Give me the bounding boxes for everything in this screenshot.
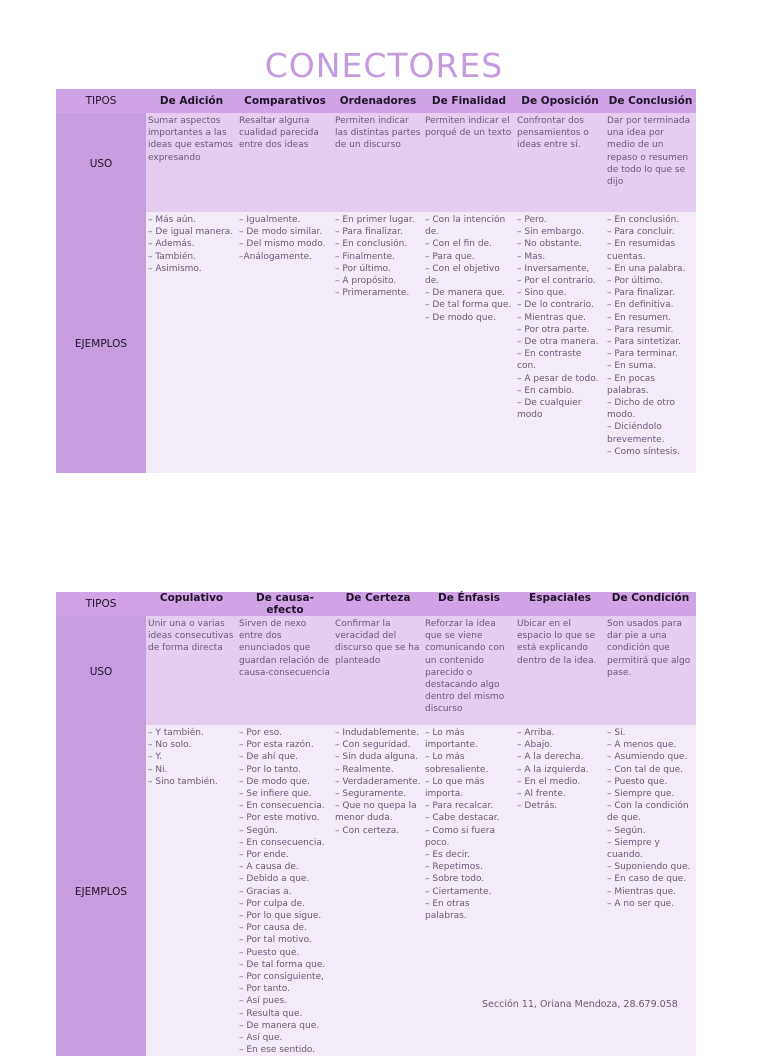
- ejemplos-cell: [515, 212, 605, 473]
- example-item: – Además.: [148, 239, 195, 250]
- example-item: – Gracias a.: [239, 886, 292, 897]
- ejemplos-cell: [333, 212, 423, 473]
- example-item: – En el medio.: [517, 776, 581, 787]
- example-item: – Para que.: [425, 251, 475, 262]
- uso-cell: Permiten indicar el porqué de un texto: [423, 113, 515, 212]
- uso-cell: Confirmar la veracidad del discurso que se ha planteado: [333, 616, 423, 725]
- example-item: – A propósito.: [335, 276, 397, 287]
- example-item: – En suma.: [607, 361, 657, 372]
- example-item: – En consecuencia.: [239, 837, 325, 848]
- example-item: – En resumidas cuentas.: [607, 239, 676, 262]
- ejemplos-cell: [423, 212, 515, 473]
- example-item: – Por eso.: [239, 728, 282, 738]
- example-item: – Para sintetizar.: [607, 337, 681, 348]
- ejemplos-cell: [237, 725, 333, 1056]
- example-item: – Para resumir.: [607, 324, 674, 335]
- ejemplos-cell: [605, 212, 696, 473]
- example-item: – De igual manera.: [148, 227, 234, 238]
- ejemplos-cell: [237, 212, 333, 473]
- example-item: – Asumiendo que.: [607, 752, 688, 763]
- example-item: – Realmente.: [335, 764, 394, 775]
- example-item: – Sobre todo.: [425, 874, 485, 885]
- example-item: – Seguramente.: [335, 789, 407, 800]
- example-item: – Detrás.: [517, 801, 558, 812]
- footer-credit: Sección 11, Oriana Mendoza, 28.679.058: [482, 999, 678, 1010]
- example-item: – De tal forma que.: [425, 300, 512, 311]
- header-comparativos: Comparativos: [237, 89, 333, 113]
- header-de-conclusion: De Conclusión: [605, 89, 696, 113]
- ejemplos-row: [56, 212, 696, 473]
- example-item: – Indudablemente.: [335, 728, 420, 738]
- example-item: – Con la intención de.: [425, 215, 506, 238]
- example-item: – A la izquierda.: [517, 764, 589, 775]
- header-de-oposicion: De Oposición: [515, 89, 605, 113]
- example-item: – Mas.: [517, 251, 546, 262]
- example-item: – Por causa de.: [239, 923, 307, 934]
- example-item: – Con el objetivo de.: [425, 263, 500, 287]
- example-item: – Para concluir.: [607, 227, 675, 238]
- example-item: – Al frente.: [517, 789, 566, 800]
- example-item: – En conclusión.: [607, 215, 680, 225]
- example-item: – De modo similar.: [239, 227, 323, 238]
- header-de-adicion: De Adición: [146, 89, 237, 113]
- row-label-ejemplos: EJEMPLOS: [56, 212, 146, 473]
- uso-cell: Ubicar en el espacio lo que se está explicando dentro de la idea.: [515, 616, 605, 725]
- example-item: – Se infiere que.: [239, 789, 312, 800]
- example-item: – Para terminar.: [607, 349, 678, 360]
- example-item: – De lo contrario.: [517, 300, 594, 311]
- example-item: – Debido a que.: [239, 874, 310, 885]
- example-item: – A causa de.: [239, 862, 299, 873]
- example-item: – Así pues.: [239, 996, 288, 1007]
- example-item: – Si.: [607, 728, 626, 738]
- example-item: – De cualquier modo: [517, 398, 582, 421]
- header-ordenadores: Ordenadores: [333, 89, 423, 113]
- uso-row: [56, 616, 696, 725]
- example-item: – En cambio.: [517, 385, 575, 396]
- example-item: – De manera que.: [425, 288, 506, 299]
- header-de-causa-efecto: De causa-efecto: [237, 592, 333, 616]
- example-item: – Es decir.: [425, 850, 471, 861]
- example-item: – Por otra parte.: [517, 324, 590, 335]
- header-de-enfasis: De Énfasis: [423, 592, 515, 616]
- example-item: – Lo que más importa.: [425, 776, 485, 800]
- example-item: – A no ser que.: [607, 898, 675, 909]
- example-item: – Por consiguiente,: [239, 972, 324, 983]
- example-item: – De modo que.: [239, 776, 310, 787]
- example-item: – Resulta que.: [239, 1008, 303, 1019]
- example-item: – Lo más sobresaliente.: [425, 752, 489, 775]
- example-item: – De modo que.: [425, 312, 496, 323]
- example-item: – Más aún.: [148, 215, 196, 225]
- uso-cell: Reforzar la idea que se viene comunicando con un contenido parecido o destacando algo dentro del mismo discurso: [423, 616, 515, 725]
- example-item: – Diciéndolo brevemente.: [607, 422, 665, 445]
- example-item: – De otra manera.: [517, 337, 599, 348]
- uso-cell: Sirven de nexo entre dos enunciados que guardan relación de causa-consecuencia: [237, 616, 333, 725]
- header-de-finalidad: De Finalidad: [423, 89, 515, 113]
- example-item: – Repetimos.: [425, 862, 483, 873]
- example-item: – En otras palabras.: [425, 898, 470, 922]
- example-item: – Por lo que sigue.: [239, 911, 322, 922]
- uso-cell: Resaltar alguna cualidad parecida entre dos ideas: [237, 113, 333, 212]
- example-item: – Según.: [239, 825, 278, 836]
- example-item: – Ciertamente.: [425, 886, 492, 897]
- example-item: – Como si fuera poco.: [425, 825, 495, 848]
- example-item: – Por el contrario.: [517, 276, 596, 287]
- example-item: – Asimismo.: [148, 263, 202, 274]
- uso-cell: Sumar aspectos importantes a las ideas que estamos expresando: [146, 113, 237, 212]
- example-item: – En definitiva.: [607, 300, 674, 311]
- example-item: –Análogamente.: [239, 251, 313, 262]
- header-espaciales: Espaciales: [515, 592, 605, 616]
- example-item: – Con certeza.: [335, 825, 400, 836]
- connectors-table-1: [56, 89, 696, 473]
- example-item: – En una palabra.: [607, 263, 686, 274]
- example-item: – Por último.: [607, 276, 663, 287]
- example-item: – Siempre y cuando.: [607, 837, 660, 861]
- example-item: – Finalmente.: [335, 251, 396, 262]
- example-item: – No obstante.: [517, 239, 583, 250]
- example-item: – Que no quepa la menor duda.: [335, 801, 417, 824]
- example-item: – Según.: [607, 825, 646, 836]
- example-item: – Sino que.: [517, 288, 567, 299]
- ejemplos-cell: [146, 725, 237, 1056]
- example-item: – Con seguridad.: [335, 740, 411, 751]
- example-item: – Suponiendo que.: [607, 862, 691, 873]
- example-item: – Para finalizar.: [607, 288, 675, 299]
- example-item: – Por tal motivo.: [239, 935, 312, 946]
- example-item: – Por culpa de.: [239, 898, 305, 909]
- example-item: – Así que.: [239, 1033, 283, 1044]
- example-item: – Igualmente.: [239, 215, 301, 225]
- example-item: – Del mismo modo.: [239, 239, 326, 250]
- example-item: – En contraste con.: [517, 349, 582, 372]
- example-item: – Puesto que.: [239, 947, 300, 958]
- header-copulativo: Copulativo: [146, 592, 237, 616]
- example-item: – Primeramente.: [335, 288, 410, 299]
- example-item: – De tal forma que.: [239, 959, 326, 970]
- example-item: – Lo más importante.: [425, 728, 478, 751]
- example-item: – Con tal de que.: [607, 764, 684, 775]
- uso-cell: Son usados para dar pie a una condición que permitirá que algo pase.: [605, 616, 696, 725]
- uso-cell: Confrontar dos pensamientos o ideas entre sí.: [515, 113, 605, 212]
- example-item: – De manera que.: [239, 1020, 320, 1031]
- example-item: – Con el fin de.: [425, 239, 492, 250]
- example-item: – Abajo.: [517, 740, 553, 751]
- header-tipos: TIPOS: [56, 592, 146, 616]
- example-item: – Sin embargo.: [517, 227, 585, 238]
- example-item: – Puesto que.: [607, 776, 668, 787]
- uso-cell: Dar por terminada una idea por medio de un repaso o resumen de todo lo que se dijo: [605, 113, 696, 212]
- example-item: – No solo.: [148, 740, 192, 751]
- table-header-row: [56, 592, 696, 616]
- example-item: – También.: [148, 251, 196, 262]
- example-item: – En resumen.: [607, 312, 671, 323]
- connectors-table-2: [56, 592, 696, 1056]
- example-item: – Por ende.: [239, 850, 289, 861]
- example-item: – Con la condición de que.: [607, 801, 689, 824]
- example-item: – Inversamente,: [517, 263, 590, 274]
- example-item: – Pero.: [517, 215, 547, 225]
- example-item: – En primer lugar.: [335, 215, 415, 225]
- example-item: – Siempre que.: [607, 789, 675, 800]
- ejemplos-cell: [333, 725, 423, 1056]
- row-label-uso: USO: [56, 113, 146, 212]
- ejemplos-cell: [146, 212, 237, 473]
- example-item: – Sin duda alguna.: [335, 752, 419, 763]
- example-item: – Sino también.: [148, 776, 218, 787]
- example-item: – Para recalcar.: [425, 801, 494, 812]
- example-item: – De ahí que.: [239, 752, 299, 763]
- example-item: – En consecuencia.: [239, 801, 325, 812]
- uso-cell: Permiten indicar las distintas partes de un discurso: [333, 113, 423, 212]
- example-item: – Verdaderamente.: [335, 776, 421, 787]
- example-item: – Mientras que.: [517, 312, 586, 323]
- example-item: – En pocas palabras.: [607, 373, 655, 396]
- example-item: – A menos que.: [607, 740, 677, 751]
- example-item: – A la derecha.: [517, 752, 584, 763]
- example-item: – Cabe destacar.: [425, 813, 500, 824]
- row-label-uso: USO: [56, 616, 146, 725]
- example-item: – Por esta razón.: [239, 740, 314, 751]
- example-item: – En caso de que.: [607, 874, 687, 885]
- example-item: – Y también.: [148, 728, 204, 738]
- example-item: – Como síntesis.: [607, 446, 680, 457]
- example-item: – Por este motivo.: [239, 813, 320, 824]
- example-item: – Por tanto.: [239, 984, 291, 995]
- example-item: – A pesar de todo.: [517, 373, 599, 384]
- example-item: – Por lo tanto.: [239, 764, 301, 775]
- header-de-condicion: De Condición: [605, 592, 696, 616]
- row-label-ejemplos: EJEMPLOS: [56, 725, 146, 1056]
- example-item: – Dicho de otro modo.: [607, 398, 675, 421]
- header-tipos: TIPOS: [56, 89, 146, 113]
- uso-cell: Unir una o varias ideas consecutivas de forma directa: [146, 616, 237, 725]
- table-header-row: [56, 89, 696, 113]
- example-item: – Mientras que.: [607, 886, 676, 897]
- example-item: – En ese sentido.: [239, 1045, 316, 1056]
- example-item: – En conclusión.: [335, 239, 408, 250]
- example-item: – Y.: [148, 752, 162, 763]
- uso-row: [56, 113, 696, 212]
- example-item: – Ni.: [148, 764, 168, 775]
- header-de-certeza: De Certeza: [333, 592, 423, 616]
- page-title: CONECTORES: [264, 46, 504, 85]
- example-item: – Por último.: [335, 263, 391, 274]
- example-item: – Arriba.: [517, 728, 555, 738]
- example-item: – Para finalizar.: [335, 227, 403, 238]
